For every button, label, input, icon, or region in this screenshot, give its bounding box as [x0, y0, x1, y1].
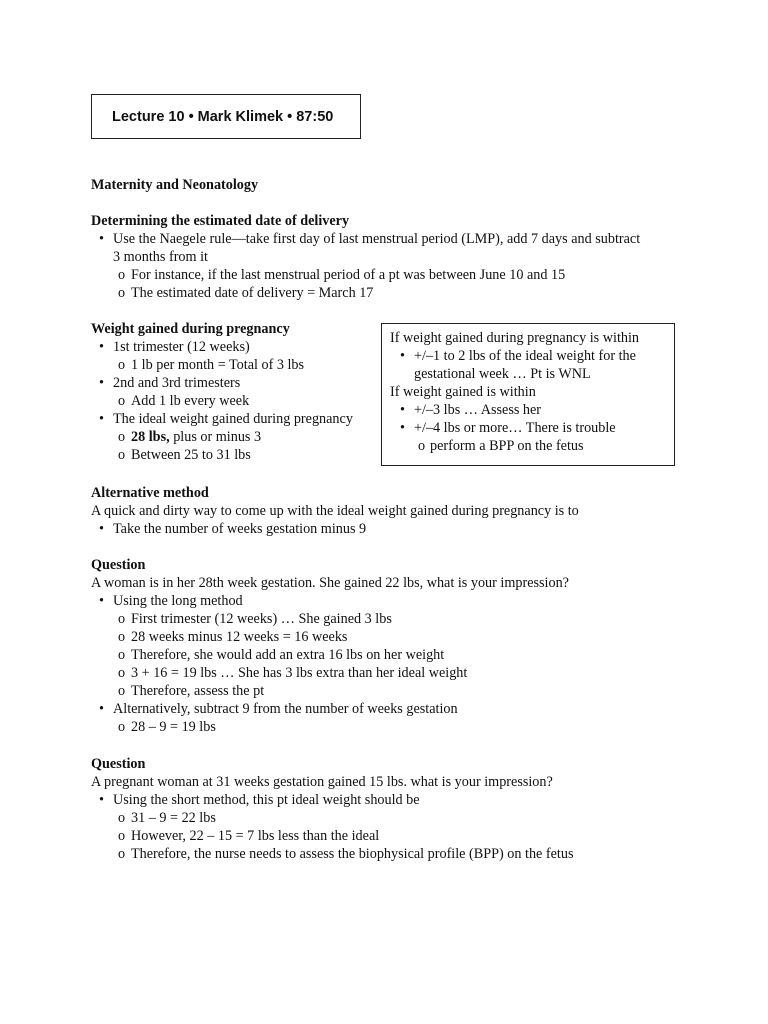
list-item: o 31 – 9 = 22 lbs	[91, 809, 691, 827]
ideal-weight-value: 28 lbs,	[131, 429, 170, 445]
list-item: o Add 1 lb every week	[91, 392, 381, 410]
list-item: o 1 lb per month = Total of 3 lbs	[91, 356, 381, 374]
weight-heading: Weight gained during pregnancy	[91, 321, 290, 337]
alt-list	[91, 520, 691, 538]
box-list-1	[390, 347, 666, 383]
q2-text: A pregnant woman at 31 weeks gestation gained 15 lbs. what is your impression?	[91, 774, 553, 790]
list-item: o First trimester (12 weeks) … She gained 3 lbs	[91, 610, 691, 628]
list-item: • Alternatively, subtract 9 from the number of weeks gestation	[91, 700, 691, 718]
alt-heading: Alternative method	[91, 485, 209, 501]
list-item: • +/–3 lbs … Assess her	[390, 401, 666, 419]
edd-list	[91, 230, 691, 302]
box-list-2	[390, 401, 666, 455]
list-item: o 28 weeks minus 12 weeks = 16 weeks	[91, 628, 691, 646]
question-2-section	[91, 755, 691, 863]
weight-list	[91, 338, 381, 464]
box-bullet-1-cont: gestational week … Pt is WNL	[414, 366, 591, 382]
list-item	[91, 230, 691, 266]
q1-heading: Question	[91, 557, 146, 573]
ideal-weight-range: plus or minus 3	[169, 429, 262, 445]
list-item: • 1st trimester (12 weeks)	[91, 338, 381, 356]
edd-section	[91, 212, 691, 302]
box-line-2: If weight gained is within	[390, 384, 536, 400]
list-item: o However, 22 – 15 = 7 lbs less than the ideal	[91, 827, 691, 845]
weight-assessment-box	[381, 323, 675, 466]
edd-heading: Determining the estimated date of delivery	[91, 213, 350, 229]
q2-list	[91, 791, 691, 863]
list-item: o The estimated date of delivery = March 17	[91, 284, 691, 302]
list-item: • Using the short method, this pt ideal weight should be	[91, 791, 691, 809]
list-item: • Using the long method	[91, 592, 691, 610]
list-item	[91, 428, 381, 446]
list-item: o 28 – 9 = 19 lbs	[91, 718, 691, 736]
list-item: • The ideal weight gained during pregnancy	[91, 410, 381, 428]
list-item: o Therefore, she would add an extra 16 lbs on her weight	[91, 646, 691, 664]
alternative-section	[91, 484, 691, 538]
lecture-title: Lecture 10 • Mark Klimek • 87:50	[112, 108, 334, 125]
list-item: o For instance, if the last menstrual period of a pt was between June 10 and 15	[91, 266, 691, 284]
main-heading: Maternity and Neonatology	[91, 177, 259, 193]
edd-bullet-1: Use the Naegele rule—take first day of last menstrual period (LMP), add 7 days and subtract	[113, 231, 641, 247]
list-item: o Between 25 to 31 lbs	[91, 446, 381, 464]
q1-text: A woman is in her 28th week gestation. She gained 22 lbs, what is your impression?	[91, 575, 569, 591]
q1-list	[91, 592, 691, 736]
list-item: • 2nd and 3rd trimesters	[91, 374, 381, 392]
edd-bullet-1-cont: 3 months from it	[113, 249, 208, 265]
question-1-section	[91, 556, 691, 736]
list-item: o Therefore, the nurse needs to assess the biophysical profile (BPP) on the fetus	[91, 845, 691, 863]
list-item: • +/–4 lbs or more… There is trouble	[390, 419, 666, 437]
list-item: o perform a BPP on the fetus	[390, 437, 666, 455]
weight-section	[91, 320, 381, 464]
lecture-title-box	[91, 94, 361, 139]
alt-text: A quick and dirty way to come up with the ideal weight gained during pregnancy is to	[91, 503, 579, 519]
q2-heading: Question	[91, 756, 146, 772]
box-line-1: If weight gained during pregnancy is within	[390, 330, 640, 346]
list-item: • Take the number of weeks gestation minus 9	[91, 520, 691, 538]
list-item: o Therefore, assess the pt	[91, 682, 691, 700]
box-bullet-1: +/–1 to 2 lbs of the ideal weight for the	[414, 348, 636, 364]
list-item	[390, 347, 666, 383]
list-item: o 3 + 16 = 19 lbs … She has 3 lbs extra than her ideal weight	[91, 664, 691, 682]
